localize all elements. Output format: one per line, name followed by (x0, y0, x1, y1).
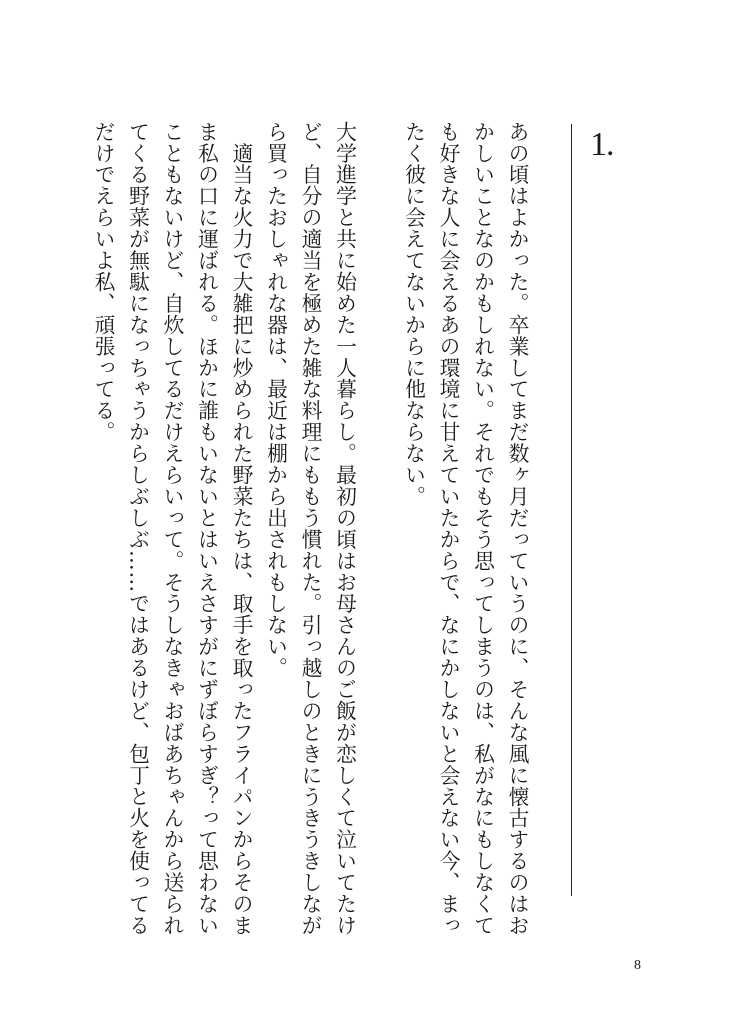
chapter-rule (571, 124, 572, 896)
paragraph-1: あの頃はよかった。卒業してまだ数ヶ月だっていうのに、そんな風に懐古するのはおかしいことなのかもしれない。それでもそう思ってしまうのは、私がなにもしなくても好きな人に会えるあの環境に甘えていたからで、なにかしないと会えない今、まったく彼に会えてないからに他ならない。 (401, 121, 529, 937)
paragraph-blank (362, 121, 397, 951)
chapter-number: 1. (590, 126, 614, 163)
paragraph-2: 大学進学と共に始めた一人暮らし。最初の頃はお母さんのご飯が恋しくて泣いてたけど、自分の適当を極めた雑な料理にももう慣れた。引っ越しのときにうきうきしながら買ったおしゃれな器は、最近は棚から出されもしない。 (263, 121, 357, 937)
paragraph-3: 適当な火力で大雑把に炒められた野菜たちは、取手を取ったフライパンからそのまま私の口に運ばれる。ほかに誰もいないとはいえさすがにずぼらすぎ？って思わないこともないけど、自炊してるだけえらいって。そうしなきゃおばあちゃんから送られてくる野菜が無駄になっちゃうからしぶしぶ……ではあるけど、包丁と火を使ってるだけでえらいよ私、頑張ってる。 (91, 121, 253, 937)
page-number: 8 (634, 958, 641, 973)
body-text (86, 121, 535, 951)
